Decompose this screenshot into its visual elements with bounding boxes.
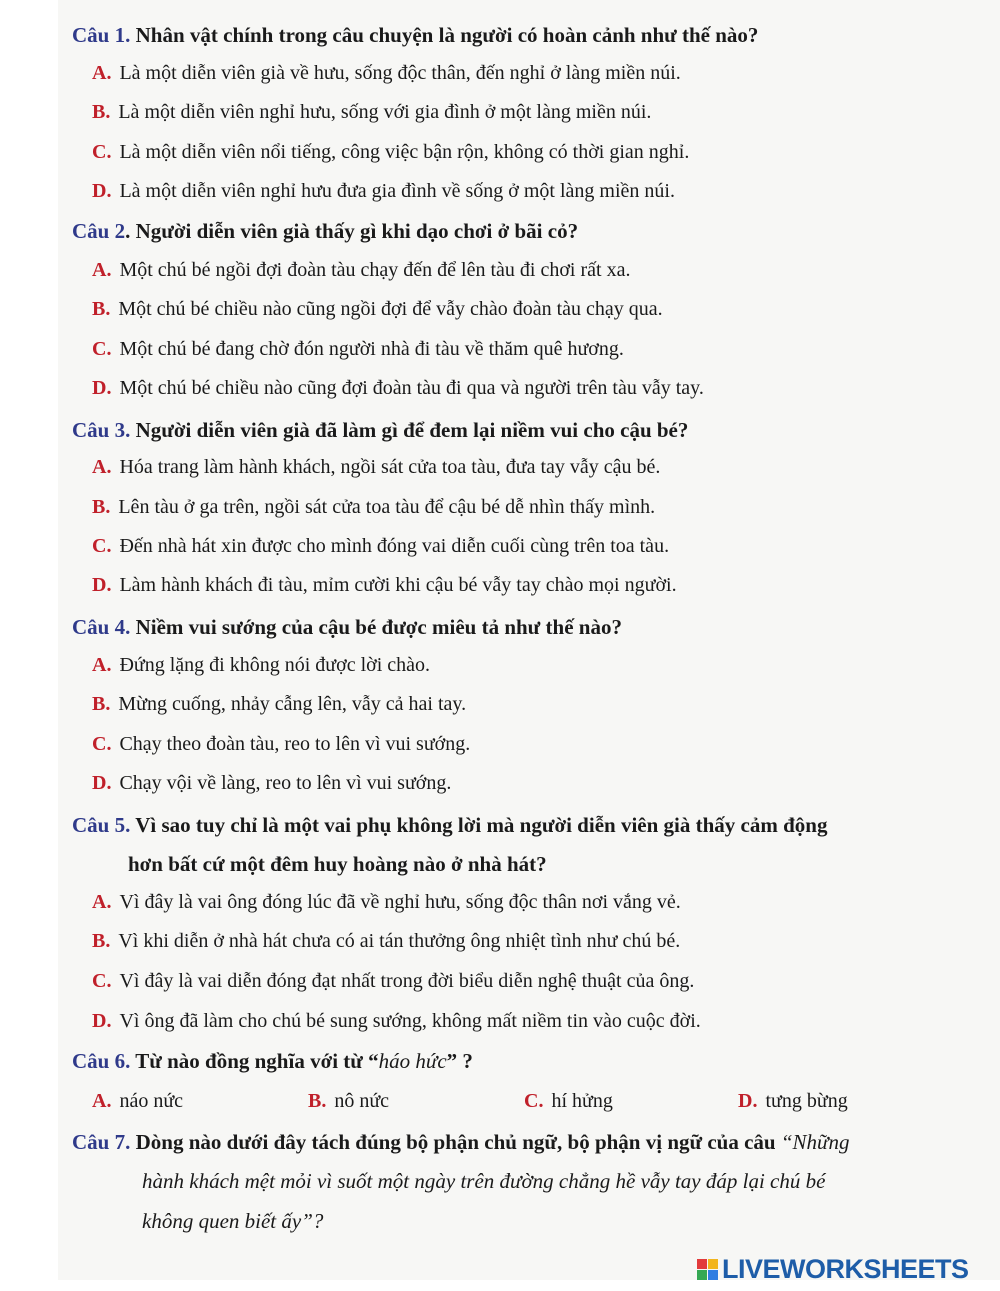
answer-option[interactable] (738, 1085, 848, 1117)
answer-option[interactable] (524, 1085, 613, 1117)
option-text: Làm hành khách đi tàu, mỉm cười khi cậu bé vẫy tay chào mọi người. (119, 574, 677, 596)
option-text: Chạy vội về làng, reo to lên vì vui sướng. (119, 772, 452, 794)
option-text: Lên tàu ở ga trên, ngồi sát cửa toa tàu để cậu bé dễ nhìn thấy mình. (118, 496, 656, 518)
option-text: náo nức (119, 1090, 184, 1112)
question-number: Câu 3. (72, 418, 131, 442)
question-text-continued: hơn bất cứ một đêm huy hoàng nào ở nhà hát? (128, 852, 547, 876)
option-text: Một chú bé chiều nào cũng ngồi đợi để vẫy chào đoàn tàu chạy qua. (118, 298, 663, 320)
answer-option[interactable] (92, 333, 624, 365)
option-letter: C. (92, 338, 112, 360)
option-letter: A. (92, 654, 112, 676)
option-text: Vì đây là vai ông đóng lúc đã về nghỉ hưu, sống độc thân nơi vắng vẻ. (119, 891, 681, 913)
question-4 (72, 609, 622, 645)
liveworksheets-logo (697, 1254, 969, 1284)
answer-option[interactable] (92, 688, 466, 720)
question-7 (72, 1124, 850, 1160)
answer-option[interactable] (92, 1005, 701, 1037)
option-text: Vì ông đã làm cho chú bé sung sướng, không mất niềm tin vào cuộc đời. (119, 1010, 701, 1032)
option-text: Hóa trang làm hành khách, ngồi sát cửa toa tàu, đưa tay vẫy cậu bé. (119, 456, 661, 478)
question-text-end: ” ? (446, 1049, 473, 1073)
option-text: hí hửng (551, 1090, 613, 1112)
option-letter: D. (92, 772, 112, 794)
answer-option[interactable] (308, 1085, 389, 1117)
option-letter: B. (92, 930, 111, 952)
option-letter: A. (92, 259, 112, 281)
answer-option[interactable] (92, 886, 681, 918)
question-1 (72, 17, 758, 53)
answer-option[interactable] (92, 175, 675, 207)
question-number: Câu 7. (72, 1130, 131, 1154)
answer-option[interactable] (92, 767, 451, 799)
option-letter: A. (92, 62, 112, 84)
option-text: Là một diễn viên già về hưu, sống độc thân, đến nghỉ ở làng miền núi. (119, 62, 681, 84)
option-letter: A. (92, 456, 112, 478)
option-text: Mừng cuống, nhảy cẫng lên, vẫy cả hai tay. (118, 693, 467, 715)
option-letter: D. (92, 377, 112, 399)
option-letter: B. (308, 1090, 327, 1112)
option-letter: C. (92, 141, 112, 163)
question-text: Từ nào đồng nghĩa với từ “ (135, 1049, 379, 1073)
logo-text: LIVEWORKSHEETS (722, 1253, 969, 1284)
option-letter: D. (92, 180, 112, 202)
question-number: Câu 5. (72, 813, 131, 837)
option-text: Đứng lặng đi không nói được lời chào. (119, 654, 431, 676)
question-text: Niềm vui sướng của cậu bé được miêu tả như thế nào? (135, 615, 622, 639)
quoted-sentence-line: hành khách mệt mỏi vì suốt một ngày trên đường chẳng hề vẫy tay đáp lại chú bé (142, 1169, 826, 1193)
option-text: nô nức (334, 1090, 390, 1112)
option-letter: B. (92, 693, 111, 715)
question-keyword: háo hức (378, 1049, 447, 1073)
answer-option[interactable] (92, 530, 669, 562)
option-text: Một chú bé ngồi đợi đoàn tàu chạy đến để lên tàu đi chơi rất xa. (119, 259, 631, 281)
option-text: Là một diễn viên nghỉ hưu, sống với gia đình ở một làng miền núi. (118, 101, 652, 123)
question-3 (72, 412, 688, 448)
option-text: Vì đây là vai diễn đóng đạt nhất trong đời biểu diễn nghệ thuật của ông. (119, 970, 695, 992)
answer-option[interactable] (92, 491, 655, 523)
logo-square (697, 1270, 707, 1280)
question-number: Câu 1. (72, 23, 131, 47)
option-letter: D. (738, 1090, 758, 1112)
answer-option[interactable] (92, 925, 680, 957)
question-number: Câu 4. (72, 615, 131, 639)
logo-square (697, 1259, 707, 1269)
answer-option[interactable] (92, 649, 430, 681)
answer-option[interactable] (92, 254, 630, 286)
option-text: Một chú bé đang chờ đón người nhà đi tàu về thăm quê hương. (119, 338, 624, 360)
answer-option[interactable] (92, 293, 663, 325)
option-letter: B. (92, 298, 111, 320)
answer-option[interactable] (92, 372, 704, 404)
answer-option[interactable] (92, 451, 660, 483)
question-2 (72, 213, 578, 249)
question-text: . Người diễn viên già thấy gì khi dạo chơi ở bãi cỏ? (125, 219, 579, 243)
answer-option[interactable] (92, 965, 694, 997)
logo-square (708, 1270, 718, 1280)
option-letter: C. (524, 1090, 544, 1112)
question-text: Dòng nào dưới đây tách đúng bộ phận chủ ngữ, bộ phận vị ngữ của câu (135, 1130, 781, 1154)
answer-option[interactable] (92, 57, 681, 89)
option-letter: A. (92, 1090, 112, 1112)
answer-option[interactable] (92, 96, 651, 128)
option-letter: D. (92, 574, 112, 596)
answer-option[interactable] (92, 569, 677, 601)
option-letter: B. (92, 496, 111, 518)
option-letter: A. (92, 891, 112, 913)
option-text: Vì khi diễn ở nhà hát chưa có ai tán thưởng ông nhiệt tình như chú bé. (118, 930, 681, 952)
answer-option[interactable] (92, 1085, 183, 1117)
answer-option[interactable] (92, 728, 470, 760)
question-text: Vì sao tuy chỉ là một vai phụ không lời mà người diễn viên già thấy cảm động (135, 813, 828, 837)
option-letter: C. (92, 733, 112, 755)
question-text: Nhân vật chính trong câu chuyện là người có hoàn cảnh như thế nào? (135, 23, 759, 47)
logo-mark-icon (697, 1259, 718, 1280)
question-6 (72, 1043, 473, 1079)
question-number: Câu 2 (72, 219, 126, 243)
option-text: Đến nhà hát xin được cho mình đóng vai diễn cuối cùng trên toa tàu. (119, 535, 670, 557)
option-text: tưng bừng (765, 1090, 848, 1112)
question-number: Câu 6. (72, 1049, 131, 1073)
option-letter: C. (92, 970, 112, 992)
question-5 (72, 807, 827, 843)
option-letter: D. (92, 1010, 112, 1032)
option-text: Chạy theo đoàn tàu, reo to lên vì vui sướng. (119, 733, 471, 755)
quoted-sentence-start: “Những (780, 1130, 850, 1154)
logo-square (708, 1259, 718, 1269)
option-letter: C. (92, 535, 112, 557)
option-text: Là một diễn viên nghỉ hưu đưa gia đình về sống ở một làng miền núi. (119, 180, 675, 202)
option-text: Là một diễn viên nổi tiếng, công việc bận rộn, không có thời gian nghỉ. (119, 141, 690, 163)
question-text: Người diễn viên già đã làm gì để đem lại niềm vui cho cậu bé? (135, 418, 689, 442)
quoted-sentence-line: không quen biết ấy”? (142, 1209, 324, 1233)
option-letter: B. (92, 101, 111, 123)
answer-option[interactable] (92, 136, 689, 168)
option-text: Một chú bé chiều nào cũng đợi đoàn tàu đi qua và người trên tàu vẫy tay. (119, 377, 704, 399)
